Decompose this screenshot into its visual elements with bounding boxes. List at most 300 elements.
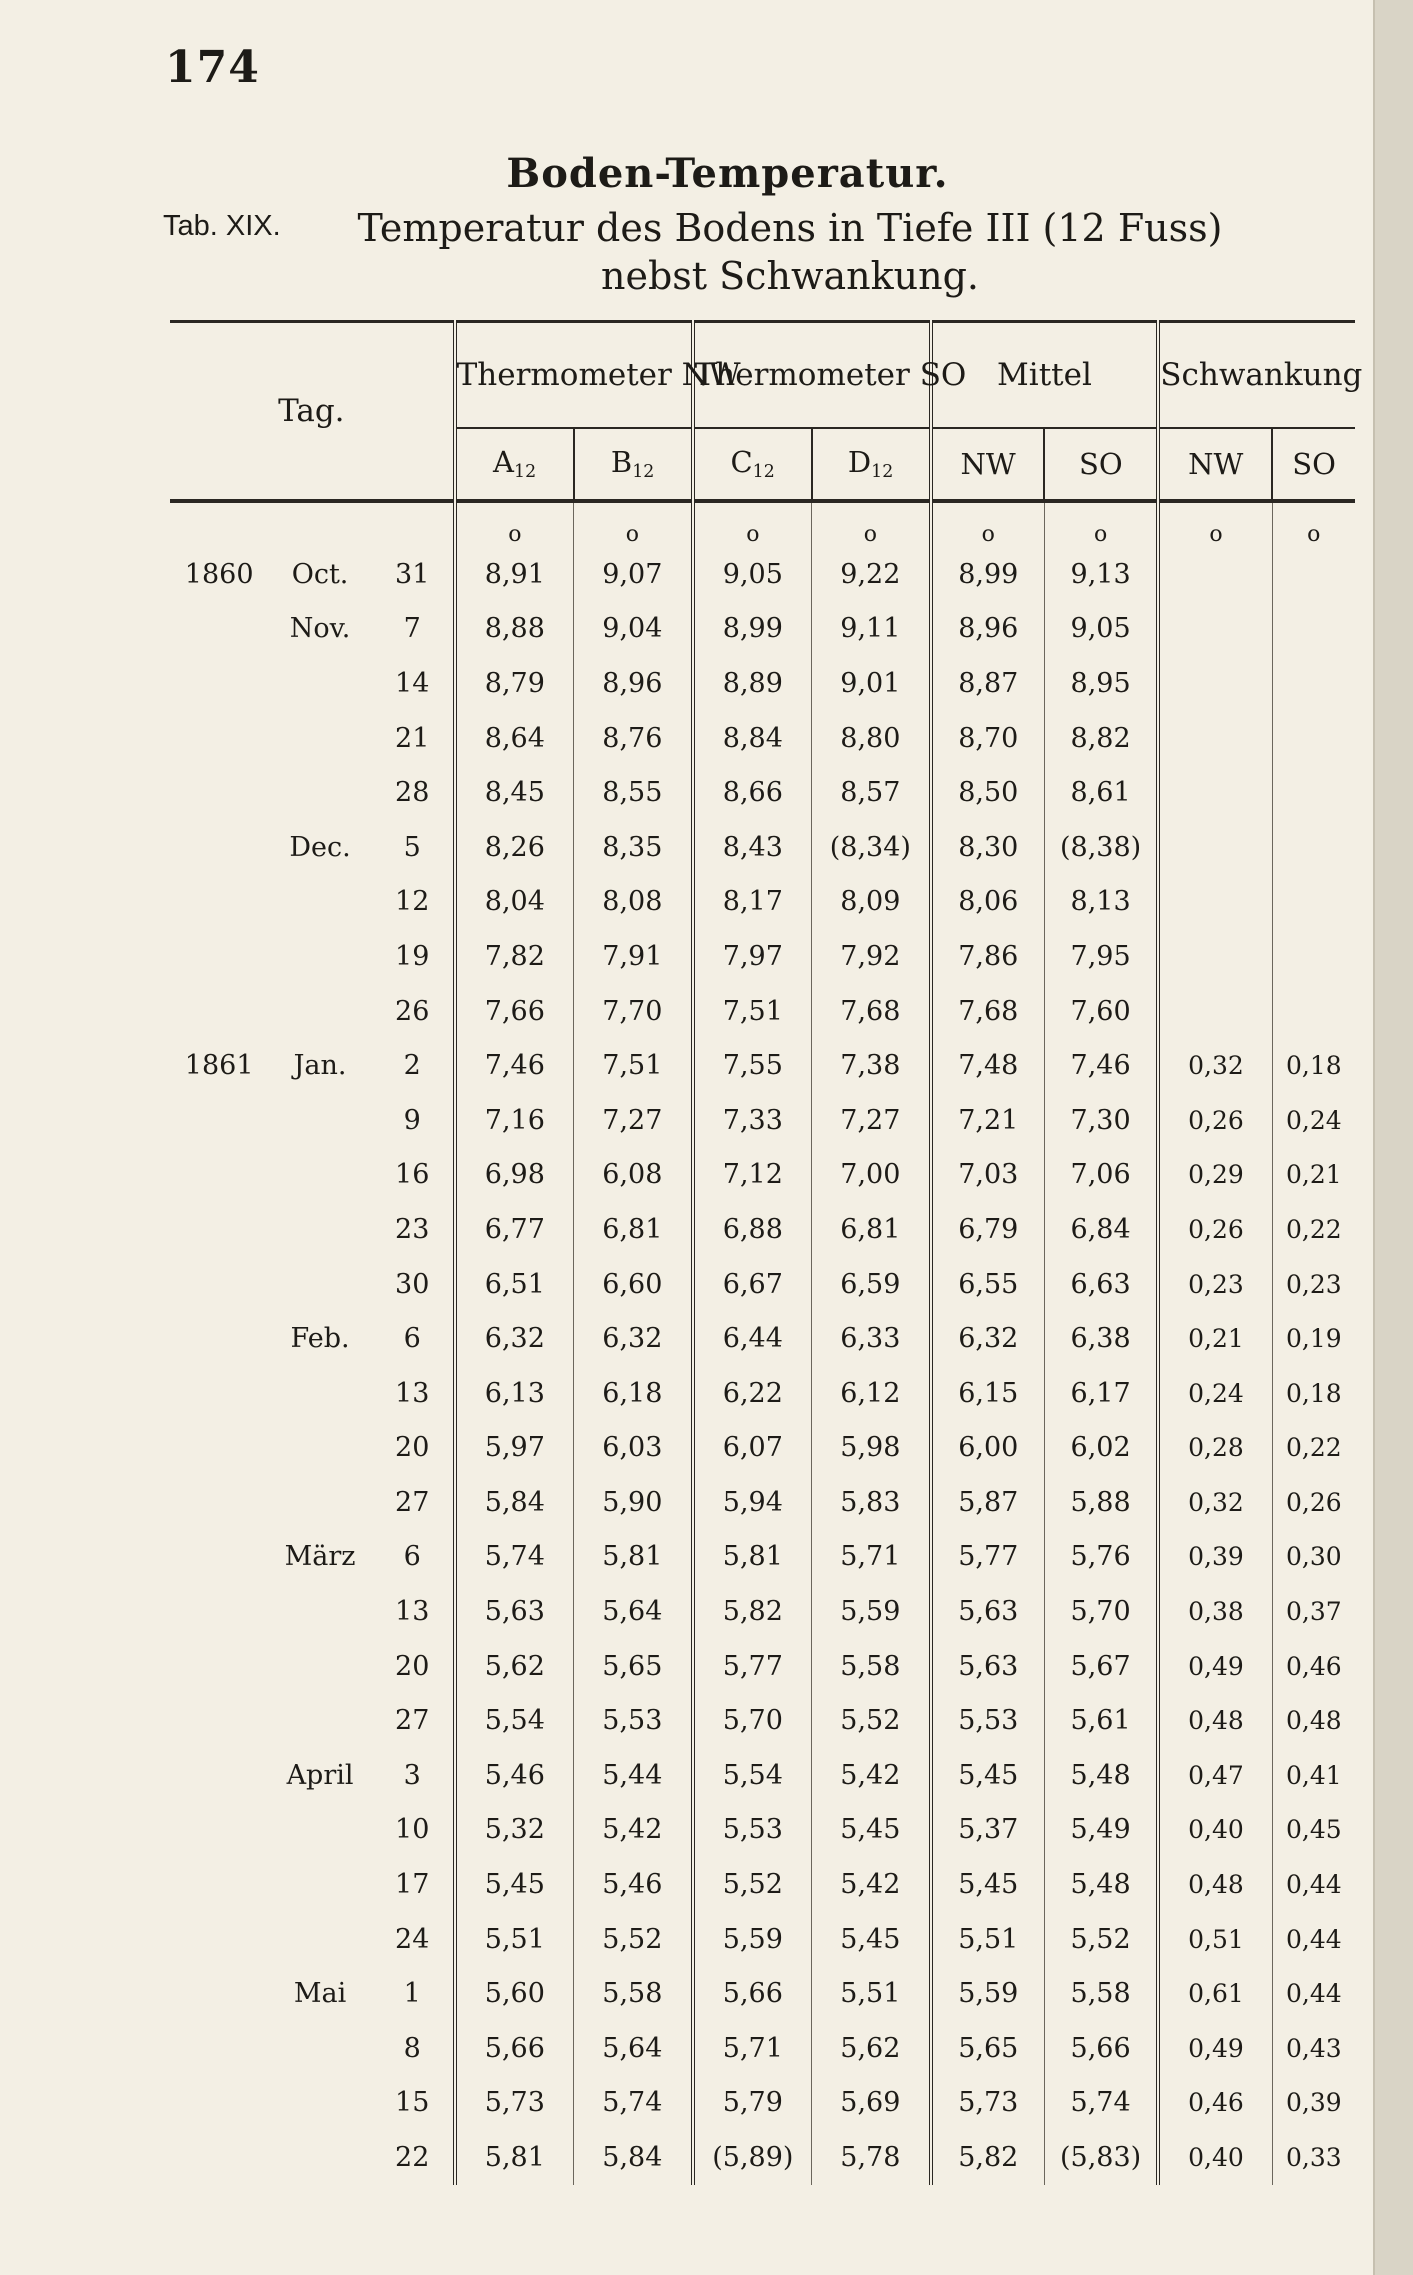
cell-schwankung-nw	[1158, 711, 1272, 766]
cell-year	[170, 2076, 268, 2131]
cell-year	[170, 1584, 268, 1639]
table-row	[170, 1257, 1355, 1312]
cell-schwankung-so: 0,44	[1272, 1912, 1355, 1967]
cell-month	[268, 1093, 371, 1148]
cell-c12: 9,05	[693, 547, 812, 602]
cell-d12: 5,83	[812, 1475, 931, 1530]
cell-a12: 8,26	[455, 820, 574, 875]
cell-mittel-nw: 6,79	[931, 1202, 1045, 1257]
cell-mittel-so: 5,48	[1044, 1748, 1158, 1803]
cell-c12: 5,52	[693, 1857, 812, 1912]
cell-mittel-nw: 5,53	[931, 1693, 1045, 1748]
cell-b12: 5,52	[574, 1912, 693, 1967]
cell-a12: 8,88	[455, 602, 574, 657]
header-mittel-nw: NW	[931, 428, 1045, 501]
cell-d12: 8,80	[812, 711, 931, 766]
cell-schwankung-nw	[1158, 547, 1272, 602]
cell-mittel-so: 5,76	[1044, 1530, 1158, 1585]
table-label: Tab. XIX.	[163, 210, 281, 242]
cell-mittel-so: 6,38	[1044, 1311, 1158, 1366]
cell-schwankung-so	[1272, 820, 1355, 875]
cell-schwankung-so: 0,46	[1272, 1639, 1355, 1694]
cell-d12: 5,78	[812, 2130, 931, 2185]
temperature-table	[170, 320, 1363, 2185]
cell-d12: 5,42	[812, 1748, 931, 1803]
cell-mittel-nw: 5,45	[931, 1748, 1045, 1803]
header-d12: $D_{12}$	[812, 428, 931, 501]
cell-mittel-nw: 5,37	[931, 1803, 1045, 1858]
cell-schwankung-nw: 0,39	[1158, 1530, 1272, 1585]
cell-a12: 6,98	[455, 1148, 574, 1203]
header-c12: $C_{12}$	[693, 428, 812, 501]
table-row	[170, 1475, 1355, 1530]
cell-schwankung-nw: 0,49	[1158, 1639, 1272, 1694]
cell-schwankung-nw: 0,48	[1158, 1693, 1272, 1748]
cell-mittel-nw: 8,50	[931, 765, 1045, 820]
cell-year	[170, 602, 268, 657]
cell-schwankung-nw: 0,28	[1158, 1421, 1272, 1476]
cell-a12: 8,91	[455, 547, 574, 602]
cell-b12: 9,07	[574, 547, 693, 602]
cell-b12: 5,84	[574, 2130, 693, 2185]
cell-year	[170, 1748, 268, 1803]
cell-schwankung-so: 0,39	[1272, 2076, 1355, 2131]
cell-month	[268, 1639, 371, 1694]
cell-d12: 9,01	[812, 656, 931, 711]
cell-mittel-so: (5,83)	[1044, 2130, 1158, 2185]
cell-c12: 5,81	[693, 1530, 812, 1585]
header-tag: Tag.	[278, 393, 345, 429]
cell-schwankung-nw	[1158, 875, 1272, 930]
cell-mittel-nw: 7,48	[931, 1038, 1045, 1093]
cell-b12: 6,03	[574, 1421, 693, 1476]
cell-schwankung-nw	[1158, 929, 1272, 984]
header-mittel: Mittel	[931, 322, 1159, 429]
cell-mittel-nw: 6,15	[931, 1366, 1045, 1421]
cell-a12: 6,32	[455, 1311, 574, 1366]
cell-b12: 5,64	[574, 1584, 693, 1639]
degree-mark: o	[1044, 501, 1158, 547]
cell-b12: 5,58	[574, 1966, 693, 2021]
cell-schwankung-so	[1272, 765, 1355, 820]
cell-mittel-so: 7,30	[1044, 1093, 1158, 1148]
cell-c12: 5,82	[693, 1584, 812, 1639]
cell-b12: 5,90	[574, 1475, 693, 1530]
cell-schwankung-nw	[1158, 984, 1272, 1039]
cell-mittel-so: 5,67	[1044, 1639, 1158, 1694]
cell-schwankung-so: 0,26	[1272, 1475, 1355, 1530]
cell-month	[268, 929, 371, 984]
cell-schwankung-nw: 0,51	[1158, 1912, 1272, 1967]
cell-schwankung-nw	[1158, 602, 1272, 657]
cell-b12: 6,81	[574, 1202, 693, 1257]
table-row	[170, 1639, 1355, 1694]
cell-schwankung-nw: 0,49	[1158, 2021, 1272, 2076]
cell-c12: 7,97	[693, 929, 812, 984]
cell-c12: 6,22	[693, 1366, 812, 1421]
header-b12: $B_{12}$	[574, 428, 693, 501]
cell-year	[170, 1693, 268, 1748]
cell-b12: 5,81	[574, 1530, 693, 1585]
cell-b12: 5,42	[574, 1803, 693, 1858]
table-row	[170, 765, 1355, 820]
cell-mittel-so: 5,52	[1044, 1912, 1158, 1967]
table-row	[170, 1093, 1355, 1148]
cell-c12: 8,89	[693, 656, 812, 711]
cell-a12: 5,84	[455, 1475, 574, 1530]
cell-day: 21	[395, 722, 430, 754]
cell-day: 15	[395, 2087, 430, 2119]
cell-day: 24	[395, 1923, 430, 1955]
cell-c12: 5,70	[693, 1693, 812, 1748]
cell-c12: 6,44	[693, 1311, 812, 1366]
cell-day: 27	[395, 1486, 430, 1518]
cell-month	[268, 984, 371, 1039]
cell-mittel-so: 6,02	[1044, 1421, 1158, 1476]
cell-month	[268, 875, 371, 930]
cell-schwankung-nw: 0,32	[1158, 1038, 1272, 1093]
cell-year	[170, 2130, 268, 2185]
cell-schwankung-nw: 0,29	[1158, 1148, 1272, 1203]
cell-schwankung-so: 0,45	[1272, 1803, 1355, 1858]
cell-d12: 6,12	[812, 1366, 931, 1421]
cell-schwankung-so: 0,30	[1272, 1530, 1355, 1585]
cell-d12: 5,42	[812, 1857, 931, 1912]
cell-c12: 8,99	[693, 602, 812, 657]
cell-day: 3	[403, 1759, 421, 1791]
cell-day: 7	[403, 613, 421, 645]
cell-d12: 7,27	[812, 1093, 931, 1148]
cell-schwankung-nw	[1158, 656, 1272, 711]
cell-a12: 5,97	[455, 1421, 574, 1476]
cell-year	[170, 656, 268, 711]
cell-mittel-so: 7,60	[1044, 984, 1158, 1039]
table-row	[170, 656, 1355, 711]
cell-month	[268, 1202, 371, 1257]
cell-c12: 6,88	[693, 1202, 812, 1257]
cell-b12: 5,74	[574, 2076, 693, 2131]
table-row	[170, 1038, 1355, 1093]
cell-c12: 5,54	[693, 1748, 812, 1803]
cell-mittel-nw: 8,87	[931, 656, 1045, 711]
cell-d12: (8,34)	[812, 820, 931, 875]
table-row	[170, 1748, 1355, 1803]
cell-schwankung-so: 0,33	[1272, 2130, 1355, 2185]
cell-b12: 5,53	[574, 1693, 693, 1748]
cell-schwankung-so	[1272, 984, 1355, 1039]
table-body	[170, 501, 1355, 2185]
cell-year	[170, 1311, 268, 1366]
cell-schwankung-nw: 0,26	[1158, 1202, 1272, 1257]
cell-year	[170, 1257, 268, 1312]
cell-mittel-so: 6,84	[1044, 1202, 1158, 1257]
degree-mark: o	[574, 501, 693, 547]
cell-b12: 6,60	[574, 1257, 693, 1312]
cell-a12: 8,79	[455, 656, 574, 711]
cell-a12: 5,60	[455, 1966, 574, 2021]
cell-mittel-nw: 7,86	[931, 929, 1045, 984]
cell-schwankung-so: 0,37	[1272, 1584, 1355, 1639]
cell-month: Dec.	[289, 831, 351, 863]
cell-day: 8	[403, 2032, 421, 2064]
cell-day: 22	[395, 2142, 430, 2174]
cell-a12: 5,66	[455, 2021, 574, 2076]
cell-mittel-nw: 8,96	[931, 602, 1045, 657]
table-caption	[330, 204, 1250, 300]
cell-b12: 8,35	[574, 820, 693, 875]
cell-d12: 9,22	[812, 547, 931, 602]
cell-month	[268, 2076, 371, 2131]
cell-month	[268, 1366, 371, 1421]
cell-d12: 5,62	[812, 2021, 931, 2076]
cell-c12: 8,66	[693, 765, 812, 820]
cell-month	[268, 1584, 371, 1639]
cell-a12: 5,81	[455, 2130, 574, 2185]
cell-month: Mai	[293, 1978, 347, 2010]
cell-a12: 5,73	[455, 2076, 574, 2131]
cell-year	[170, 1202, 268, 1257]
cell-c12: 5,71	[693, 2021, 812, 2076]
cell-b12: 6,08	[574, 1148, 693, 1203]
cell-mittel-so: 8,95	[1044, 656, 1158, 711]
cell-year: 1861	[184, 1050, 254, 1082]
cell-year	[170, 1966, 268, 2021]
cell-d12: 5,69	[812, 2076, 931, 2131]
cell-schwankung-nw: 0,61	[1158, 1966, 1272, 2021]
cell-d12: 5,59	[812, 1584, 931, 1639]
cell-c12: 8,43	[693, 820, 812, 875]
cell-schwankung-nw: 0,26	[1158, 1093, 1272, 1148]
cell-c12: 7,55	[693, 1038, 812, 1093]
table-row	[170, 711, 1355, 766]
degree-mark: o	[455, 501, 574, 547]
cell-d12: 8,57	[812, 765, 931, 820]
cell-mittel-nw: 6,00	[931, 1421, 1045, 1476]
cell-day: 30	[395, 1268, 430, 1300]
cell-day: 13	[395, 1596, 430, 1628]
cell-schwankung-so: 0,44	[1272, 1966, 1355, 2021]
cell-month	[268, 711, 371, 766]
cell-schwankung-nw: 0,40	[1158, 1803, 1272, 1858]
cell-schwankung-nw: 0,40	[1158, 2130, 1272, 2185]
degree-mark: o	[693, 501, 812, 547]
cell-d12: 7,00	[812, 1148, 931, 1203]
cell-mittel-so: 7,46	[1044, 1038, 1158, 1093]
cell-day: 31	[395, 558, 430, 590]
cell-year	[170, 1857, 268, 1912]
cell-year	[170, 875, 268, 930]
cell-year	[170, 1475, 268, 1530]
cell-schwankung-nw: 0,23	[1158, 1257, 1272, 1312]
degree-mark: o	[812, 501, 931, 547]
cell-d12: 8,09	[812, 875, 931, 930]
cell-mittel-so: 9,13	[1044, 547, 1158, 602]
cell-month	[268, 1475, 371, 1530]
cell-mittel-so: 8,61	[1044, 765, 1158, 820]
degree-mark: o	[931, 501, 1045, 547]
cell-schwankung-nw: 0,24	[1158, 1366, 1272, 1421]
cell-a12: 5,45	[455, 1857, 574, 1912]
table-row	[170, 820, 1355, 875]
table-row	[170, 547, 1355, 602]
degree-mark: o	[1158, 501, 1272, 547]
cell-month	[268, 1857, 371, 1912]
cell-month: Oct.	[291, 558, 349, 590]
cell-b12: 6,18	[574, 1366, 693, 1421]
cell-day: 10	[395, 1814, 430, 1846]
cell-day: 17	[395, 1869, 430, 1901]
cell-year	[170, 929, 268, 984]
cell-year	[170, 984, 268, 1039]
header-schwankung: Schwankung	[1158, 322, 1355, 429]
table-row	[170, 984, 1355, 1039]
table-row	[170, 602, 1355, 657]
table-row	[170, 2076, 1355, 2131]
cell-mittel-nw: 7,21	[931, 1093, 1045, 1148]
table-row	[170, 1202, 1355, 1257]
table-row	[170, 1584, 1355, 1639]
cell-month	[268, 1693, 371, 1748]
running-head: Boden-Temperatur.	[506, 150, 949, 197]
cell-c12: 5,77	[693, 1639, 812, 1694]
cell-year	[170, 1912, 268, 1967]
cell-year	[170, 1366, 268, 1421]
cell-day: 2	[403, 1050, 421, 1082]
cell-a12: 5,63	[455, 1584, 574, 1639]
degree-row	[170, 501, 1355, 547]
cell-a12: 7,46	[455, 1038, 574, 1093]
cell-year	[170, 765, 268, 820]
cell-a12: 6,13	[455, 1366, 574, 1421]
cell-mittel-so: 9,05	[1044, 602, 1158, 657]
cell-b12: 7,91	[574, 929, 693, 984]
cell-schwankung-nw: 0,46	[1158, 2076, 1272, 2131]
header-mittel-so: SO	[1044, 428, 1158, 501]
cell-month	[268, 2130, 371, 2185]
cell-day: 14	[395, 667, 430, 699]
cell-day: 5	[403, 831, 421, 863]
cell-schwankung-nw: 0,21	[1158, 1311, 1272, 1366]
cell-day: 27	[395, 1705, 430, 1737]
cell-b12: 7,70	[574, 984, 693, 1039]
cell-c12: 6,67	[693, 1257, 812, 1312]
cell-schwankung-so: 0,19	[1272, 1311, 1355, 1366]
cell-mittel-nw: 8,70	[931, 711, 1045, 766]
cell-a12: 8,45	[455, 765, 574, 820]
cell-mittel-nw: 5,63	[931, 1639, 1045, 1694]
cell-c12: 5,94	[693, 1475, 812, 1530]
cell-b12: 7,51	[574, 1038, 693, 1093]
header-thermometer-nw: Thermometer NW	[455, 322, 693, 429]
cell-month	[268, 765, 371, 820]
caption-line-2: nebst Schwankung.	[601, 254, 979, 298]
cell-month	[268, 1912, 371, 1967]
cell-c12: 8,84	[693, 711, 812, 766]
cell-b12: 6,32	[574, 1311, 693, 1366]
cell-month	[268, 656, 371, 711]
cell-schwankung-so: 0,22	[1272, 1202, 1355, 1257]
cell-b12: 7,27	[574, 1093, 693, 1148]
cell-a12: 6,77	[455, 1202, 574, 1257]
table-row	[170, 1857, 1355, 1912]
cell-year	[170, 1093, 268, 1148]
cell-day: 13	[395, 1377, 430, 1409]
cell-d12: 5,58	[812, 1639, 931, 1694]
table-row	[170, 1311, 1355, 1366]
table-row	[170, 1693, 1355, 1748]
cell-month: April	[286, 1759, 354, 1791]
cell-month	[268, 1421, 371, 1476]
cell-c12: 8,17	[693, 875, 812, 930]
cell-b12: 8,55	[574, 765, 693, 820]
cell-mittel-so: 5,49	[1044, 1803, 1158, 1858]
table-row	[170, 1366, 1355, 1421]
cell-a12: 5,32	[455, 1803, 574, 1858]
table-row	[170, 2021, 1355, 2076]
cell-year	[170, 1639, 268, 1694]
cell-mittel-so: 5,70	[1044, 1584, 1158, 1639]
cell-schwankung-nw	[1158, 765, 1272, 820]
cell-d12: 7,68	[812, 984, 931, 1039]
cell-schwankung-so: 0,18	[1272, 1366, 1355, 1421]
cell-year	[170, 1421, 268, 1476]
cell-c12: 5,59	[693, 1912, 812, 1967]
page-number: 174	[165, 42, 260, 93]
cell-mittel-nw: 7,68	[931, 984, 1045, 1039]
cell-d12: 5,98	[812, 1421, 931, 1476]
cell-mittel-nw: 5,59	[931, 1966, 1045, 2021]
cell-month: Nov.	[289, 613, 351, 645]
cell-d12: 5,45	[812, 1912, 931, 1967]
cell-mittel-so: 8,13	[1044, 875, 1158, 930]
cell-month: März	[284, 1541, 356, 1573]
cell-c12: 7,12	[693, 1148, 812, 1203]
cell-year	[170, 1148, 268, 1203]
cell-schwankung-nw: 0,48	[1158, 1857, 1272, 1912]
cell-mittel-nw: 5,82	[931, 2130, 1045, 2185]
cell-mittel-nw: 8,30	[931, 820, 1045, 875]
cell-day: 23	[395, 1213, 430, 1245]
cell-mittel-so: (8,38)	[1044, 820, 1158, 875]
cell-schwankung-so	[1272, 929, 1355, 984]
cell-day: 9	[403, 1104, 421, 1136]
table-row	[170, 2130, 1355, 2185]
cell-a12: 7,82	[455, 929, 574, 984]
cell-mittel-nw: 5,77	[931, 1530, 1045, 1585]
cell-year	[170, 820, 268, 875]
cell-d12: 7,38	[812, 1038, 931, 1093]
table-row	[170, 1966, 1355, 2021]
cell-c12: 7,33	[693, 1093, 812, 1148]
header-thermometer-so: Thermometer SO	[693, 322, 931, 429]
cell-mittel-so: 6,63	[1044, 1257, 1158, 1312]
cell-a12: 7,66	[455, 984, 574, 1039]
cell-day: 1	[403, 1978, 421, 2010]
cell-day: 20	[395, 1432, 430, 1464]
cell-schwankung-so: 0,43	[1272, 2021, 1355, 2076]
table-row	[170, 1803, 1355, 1858]
cell-d12: 7,92	[812, 929, 931, 984]
cell-d12: 9,11	[812, 602, 931, 657]
cell-a12: 5,46	[455, 1748, 574, 1803]
cell-c12: 6,07	[693, 1421, 812, 1476]
cell-mittel-so: 8,82	[1044, 711, 1158, 766]
cell-c12: 5,79	[693, 2076, 812, 2131]
cell-c12: 5,66	[693, 1966, 812, 2021]
cell-mittel-nw: 6,32	[931, 1311, 1045, 1366]
cell-mittel-nw: 5,45	[931, 1857, 1045, 1912]
cell-mittel-so: 5,58	[1044, 1966, 1158, 2021]
